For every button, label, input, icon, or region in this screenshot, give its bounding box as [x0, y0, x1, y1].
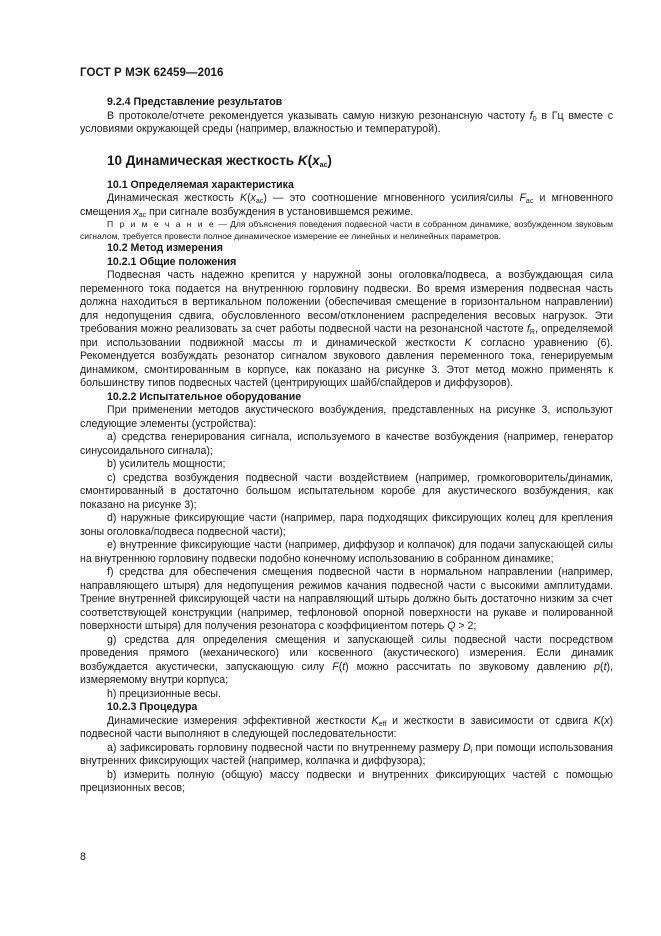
paragraph-10-1: Динамическая жесткость $K(x_{ac})$ — это соотношение мгновенного усилия/силы $F_{ac}$ и мгновенного смещения $x_{ac}$ при сигнале возбуждения в установившемся режиме. [80, 192, 613, 219]
list-item-10-2-3-a: a) зафиксировать горловину подвесной части по внутреннему размеру $D_i$ при помощи использования внутренних фиксирующих частей (например, колпачка и диффузора); [80, 741, 613, 767]
section-10-title: 10 Динамическая жесткость $K(x_{ac})$ [107, 152, 332, 169]
document-body [80, 96, 613, 796]
list-item-10-2-2-h: h) прецизионные весы. [107, 687, 221, 700]
list-item-10-2-3-b: b) измерить полную (общую) массу подвески и внутренних фиксирующих частей с помощью прецизионных весов; [80, 768, 613, 794]
list-item-10-2-2-b: b) усилитель мощности; [107, 458, 226, 470]
heading-10-2-3: 10.2.3 Процедура [107, 701, 198, 713]
paragraph-10-2-2-intro: При применении методов акустического возбуждения, представленных на рисунке 3, используют следующие элементы (устройства): [80, 404, 613, 430]
paragraph-10-2-3-intro: Динамические измерения эффективной жесткости $K_{eff}$ и жесткости в зависимости от сдвига K(x) подвесной части выполняют в следующей последовательности: [80, 714, 614, 740]
heading-10-2-2: 10.2.2 Испытательное оборудование [107, 390, 302, 403]
list-item-10-2-2-c: c) средства возбуждения подвесной части воздействием (например, громкоговоритель/динамик, смонтированный в достаточно большом испытательном коробе для акустического возбуждения, как показано на рисунке 3); [80, 471, 613, 511]
heading-10-2: 10.2 Метод измерения [107, 242, 223, 254]
heading-9-2-4: 9.2.4 Представление результатов [107, 96, 283, 108]
list-item-10-2-2-e: e) внутренние фиксирующие части (например, диффузор и колпачок) для подачи запускающей силы на внутреннюю горловину подвески подобно конечному использованию в собранном динамике; [80, 539, 613, 565]
page-number: 8 [80, 851, 86, 863]
list-item-10-2-2-d: d) наружные фиксирующие части (например, пара подходящих фиксирующих колец для крепления зоны оголовка/подвеса подвесной части); [80, 512, 613, 538]
note-10-1: П р и м е ч а н и е — Для объяснения поведения подвесной части в собранном динамике, возбужденном звуковым сигналом, требуется провести полное динамическое измерение ее линейных и нелинейных параметров. [80, 219, 613, 241]
list-item-10-2-2-g: g) средства для определения смещения и запускающей силы подвесной части посредством проведения прямого (механического) или косвенного (акустического) измерения. Если динамик возбуждается акустически, запускающую силу F(t) можно рассчитать по звуковому давлению p(t), измеряемому внутри корпуса; [80, 633, 613, 686]
paragraph-9-2-4: В протоколе/отчете рекомендуется указывать самую низкую резонансную частоту $f_0$ в Гц вместе с условиями окружающей среды (например, влажностью и температурой). [80, 109, 614, 135]
heading-10-2-1: 10.2.1 Общие положения [107, 255, 237, 268]
list-item-10-2-2-a: a) средства генерирования сигнала, используемого в качестве возбуждения (например, генератор синусоидального сигнала); [80, 431, 613, 457]
document-header: ГОСТ Р МЭК 62459—2016 [80, 67, 224, 79]
heading-10-1: 10.1 Определяемая характеристика [107, 178, 294, 191]
paragraph-10-2-1: Подвесная часть надежно крепится у наружной зоны оголовка/подвеса, а возбуждающая сила переменного тока подается на внутреннюю горловину подвески. Во время измерения подвесная часть должна находиться в вертикальном положении (обеспечивая смещение в горизонтальном направлении) для недопущения сдвига, обусловленного весом/отклонением распределения весовых нагрузок. Эти требования можно реализовать за счет работы подвесной части на резонансной частоте $f_R$, определяемой при использовании подвижной массы m и динамической жесткости K согласно уравнению (6). Рекомендуется возбуждать резонатор сигналом звукового давления переменного тока, генерируемым динамиком, смонтированным в корпусе, как показано на рисунке 3. Этот метод можно применять к большинству типов подвесных частей (центрирующих шайб/спайдеров и диффузоров). [80, 269, 613, 389]
list-item-10-2-2-f: f) средства для обеспечения смещения подвесной части в нормальном направлении (например, направляющего штыря) для недопущения режимов качания подвесной части с высокими амплитудами. Трение внутренней фиксирующей части на направляющий штырь должно быть достаточно низким за счет соответствующей конструкции (например, тефлоновой опорной поверхности на рукаве и полированной поверхности штыря) для получения резонатора с коэффициентом потерь Q > 2; [80, 566, 613, 632]
